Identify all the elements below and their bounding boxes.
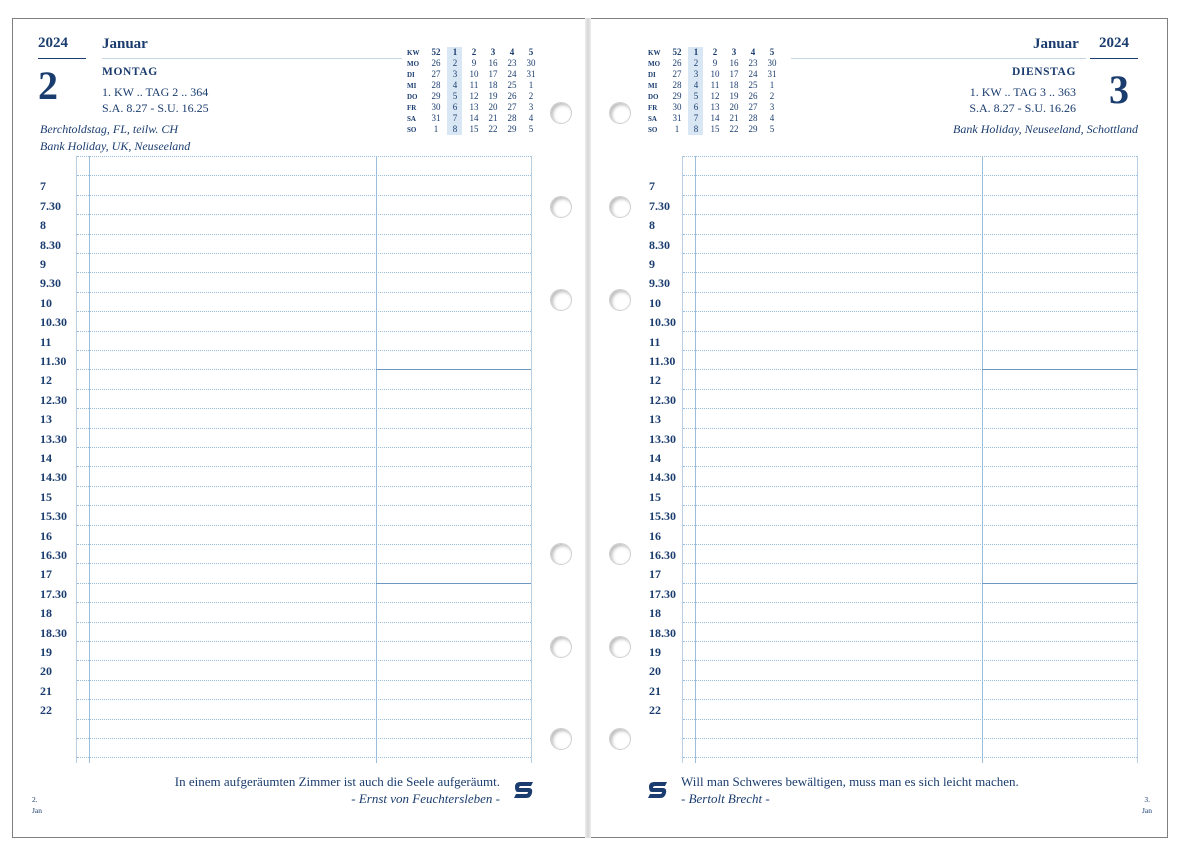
week-number: 1 bbox=[693, 47, 699, 57]
calendar-date[interactable]: 28 bbox=[507, 113, 517, 123]
calendar-date[interactable]: 3 bbox=[528, 102, 534, 112]
calendar-date[interactable]: 2 bbox=[528, 91, 534, 101]
week-number: 4 bbox=[509, 47, 515, 57]
grid-line bbox=[77, 447, 531, 448]
calendar-date[interactable]: 30 bbox=[526, 58, 536, 68]
calendar-date[interactable]: 2 bbox=[769, 91, 775, 101]
grid-line bbox=[77, 156, 531, 157]
hour-label: 9 bbox=[649, 257, 655, 271]
calendar-date[interactable]: 3 bbox=[693, 69, 699, 79]
brand-logo-icon bbox=[512, 778, 536, 802]
hour-label: 16 bbox=[40, 528, 52, 543]
hour-label: 18 bbox=[649, 606, 661, 621]
calendar-date[interactable]: 17 bbox=[488, 69, 498, 79]
calendar-date[interactable]: 22 bbox=[488, 124, 498, 134]
week-number: 52 bbox=[672, 47, 682, 57]
week-number: 1 bbox=[452, 47, 458, 57]
sun-info: S.A. 8.27 - S.U. 16.26 bbox=[969, 101, 1076, 115]
hour-label: 18.30 bbox=[649, 625, 676, 640]
weekday-abbr: MO bbox=[648, 60, 661, 68]
calendar-date[interactable]: 17 bbox=[729, 69, 739, 79]
grid-line bbox=[77, 214, 531, 215]
calendar-date[interactable]: 31 bbox=[767, 69, 777, 79]
footer-day: 2. bbox=[32, 795, 38, 804]
calendar-date[interactable]: 9 bbox=[471, 58, 477, 68]
calendar-date[interactable]: 27 bbox=[507, 102, 517, 112]
calendar-date[interactable]: 16 bbox=[729, 58, 739, 68]
hour-label: 7.30 bbox=[40, 198, 61, 213]
week-number: 3 bbox=[731, 47, 737, 57]
calendar-date[interactable]: 11 bbox=[710, 80, 720, 90]
calendar-date[interactable]: 27 bbox=[672, 69, 682, 79]
grid-line bbox=[77, 331, 531, 332]
hour-label: 17 bbox=[40, 567, 52, 582]
grid-line bbox=[683, 660, 1137, 661]
calendar-date[interactable]: 25 bbox=[507, 80, 517, 90]
calendar-date[interactable]: 7 bbox=[693, 113, 699, 123]
calendar-date[interactable]: 3 bbox=[769, 102, 775, 112]
grid-line bbox=[683, 505, 1137, 506]
grid-line bbox=[77, 544, 531, 545]
holiday-line: Berchtoldstag, FL, teilw. CH bbox=[40, 122, 178, 136]
calendar-date[interactable]: 28 bbox=[748, 113, 758, 123]
weekday-abbr: DO bbox=[648, 93, 659, 101]
weekday-label: MONTAG bbox=[102, 66, 158, 78]
calendar-date[interactable]: 30 bbox=[431, 102, 441, 112]
calendar-date[interactable]: 22 bbox=[729, 124, 739, 134]
calendar-date[interactable]: 29 bbox=[672, 91, 682, 101]
hour-label: 13.30 bbox=[40, 431, 67, 446]
calendar-date[interactable]: 26 bbox=[672, 58, 682, 68]
hour-label: 14.30 bbox=[40, 470, 67, 485]
grid-line bbox=[77, 525, 531, 526]
hour-label: 13 bbox=[649, 412, 661, 427]
calendar-date[interactable]: 26 bbox=[748, 91, 758, 101]
hour-label: 11.30 bbox=[40, 354, 67, 368]
weekday-abbr: MI bbox=[407, 82, 417, 90]
week-number: 5 bbox=[769, 47, 775, 57]
hour-label: 13.30 bbox=[649, 431, 676, 446]
quote-author: - Bertolt Brecht - bbox=[681, 791, 770, 806]
grid-line bbox=[683, 466, 1137, 467]
calendar-date[interactable]: 20 bbox=[729, 102, 739, 112]
grid-line bbox=[77, 680, 531, 681]
hour-label: 9 bbox=[40, 257, 46, 271]
grid-line bbox=[683, 175, 1137, 176]
footer-month: Jan bbox=[1142, 806, 1152, 815]
calendar-date[interactable]: 23 bbox=[507, 58, 517, 68]
daily-quote: In einem aufgeräumten Zimmer ist auch die Seele aufgeräumt. bbox=[174, 774, 500, 789]
grid-line bbox=[683, 234, 1137, 235]
calendar-date[interactable]: 11 bbox=[469, 80, 479, 90]
calendar-date[interactable]: 26 bbox=[431, 58, 441, 68]
weekday-abbr: FR bbox=[648, 104, 658, 112]
grid-line bbox=[77, 602, 531, 603]
weekday-abbr: SA bbox=[648, 115, 657, 123]
hour-label: 15.30 bbox=[40, 509, 67, 524]
grid-line bbox=[77, 757, 531, 758]
grid-line bbox=[77, 272, 531, 273]
calendar-date[interactable]: 15 bbox=[469, 124, 479, 134]
hour-label: 17.30 bbox=[649, 586, 676, 601]
week-number: 3 bbox=[490, 47, 496, 57]
calendar-date[interactable]: 5 bbox=[452, 91, 458, 101]
hour-label: 14 bbox=[40, 451, 52, 465]
grid-line bbox=[77, 428, 531, 429]
notes-divider bbox=[376, 156, 377, 763]
weekday-label: DIENSTAG bbox=[1011, 66, 1076, 78]
hour-label: 12.30 bbox=[649, 392, 676, 407]
calendar-date[interactable]: 7 bbox=[452, 113, 458, 123]
grid-line bbox=[683, 311, 1137, 312]
weekday-abbr: SO bbox=[648, 126, 658, 134]
hour-label: 15 bbox=[40, 489, 52, 504]
calendar-date[interactable]: 4 bbox=[528, 113, 534, 123]
day-number: 2 bbox=[38, 63, 58, 108]
grid-line bbox=[683, 525, 1137, 526]
grid-line bbox=[77, 563, 531, 564]
hour-label: 8 bbox=[40, 218, 46, 233]
week-number: 2 bbox=[712, 47, 718, 57]
calendar-date[interactable]: 27 bbox=[431, 69, 441, 79]
calendar-date[interactable]: 30 bbox=[672, 102, 682, 112]
hour-label: 22 bbox=[649, 703, 661, 718]
grid-line bbox=[77, 195, 531, 196]
calendar-date[interactable]: 8 bbox=[693, 124, 699, 134]
grid-line bbox=[683, 719, 1137, 720]
hour-label: 7.30 bbox=[649, 198, 670, 213]
calendar-date[interactable]: 31 bbox=[431, 113, 441, 123]
hour-label: 7 bbox=[649, 179, 655, 194]
week-info: 1. KW .. TAG 3 .. 363 bbox=[969, 85, 1076, 99]
grid-line bbox=[683, 680, 1137, 681]
calendar-date[interactable]: 12 bbox=[469, 91, 479, 101]
footer-day: 3. bbox=[1144, 795, 1150, 804]
grid-line bbox=[77, 622, 531, 623]
calendar-date[interactable]: 19 bbox=[488, 91, 498, 101]
calendar-date[interactable]: 14 bbox=[710, 113, 720, 123]
binder-hole bbox=[550, 636, 572, 658]
calendar-date[interactable]: 19 bbox=[729, 91, 739, 101]
calendar-date[interactable]: 1 bbox=[674, 124, 680, 134]
hour-label: 10.30 bbox=[40, 315, 67, 330]
calendar-date[interactable]: 16 bbox=[488, 58, 498, 68]
month-label: Januar bbox=[1033, 36, 1079, 52]
weekday-abbr: FR bbox=[407, 104, 417, 112]
calendar-date[interactable]: 31 bbox=[526, 69, 536, 79]
week-number: 52 bbox=[431, 47, 441, 57]
grid-line bbox=[683, 292, 1137, 293]
hour-label: 18 bbox=[40, 606, 52, 621]
calendar-date[interactable]: 10 bbox=[469, 69, 479, 79]
schedule-grid[interactable] bbox=[682, 156, 1138, 763]
calendar-date[interactable]: 23 bbox=[748, 58, 758, 68]
grid-line bbox=[683, 486, 1137, 487]
hour-label: 8.30 bbox=[649, 237, 670, 252]
header-rule bbox=[1090, 58, 1138, 59]
weekday-abbr: DI bbox=[648, 71, 656, 79]
binder-hole bbox=[550, 196, 572, 218]
weekday-abbr: MO bbox=[407, 60, 420, 68]
hour-label: 21 bbox=[40, 683, 52, 698]
calendar-date[interactable]: 4 bbox=[769, 113, 775, 123]
notes-separator bbox=[376, 369, 531, 370]
calendar-date[interactable]: 29 bbox=[431, 91, 441, 101]
calendar-date[interactable]: 29 bbox=[748, 124, 758, 134]
grid-line bbox=[683, 408, 1137, 409]
grid-line bbox=[683, 253, 1137, 254]
grid-line bbox=[683, 602, 1137, 603]
hour-label: 15 bbox=[649, 489, 661, 504]
calendar-date[interactable]: 13 bbox=[469, 102, 479, 112]
hour-label: 11.30 bbox=[649, 354, 676, 368]
grid-line bbox=[77, 486, 531, 487]
sun-info: S.A. 8.27 - S.U. 16.25 bbox=[102, 101, 209, 115]
holiday-line: Bank Holiday, Neuseeland, Schottland bbox=[953, 122, 1138, 136]
grid-line bbox=[77, 505, 531, 506]
hour-label: 10 bbox=[40, 295, 52, 310]
binder-hole bbox=[550, 728, 572, 750]
week-number: 4 bbox=[750, 47, 756, 57]
calendar-date[interactable]: 5 bbox=[528, 124, 534, 134]
grid-line bbox=[683, 447, 1137, 448]
grid-line bbox=[683, 331, 1137, 332]
year-label: 2024 bbox=[1099, 35, 1129, 51]
hour-label: 12 bbox=[649, 373, 661, 388]
grid-line bbox=[77, 253, 531, 254]
calendar-date[interactable]: 3 bbox=[452, 69, 458, 79]
calendar-date[interactable]: 2 bbox=[693, 58, 699, 68]
hour-label: 10.30 bbox=[649, 315, 676, 330]
weekday-abbr: DI bbox=[407, 71, 415, 79]
grid-line bbox=[683, 428, 1137, 429]
grid-line bbox=[683, 272, 1137, 273]
grid-line bbox=[77, 350, 531, 351]
hour-label: 11 bbox=[40, 334, 52, 349]
grid-line bbox=[77, 641, 531, 642]
hour-label: 19 bbox=[649, 645, 661, 659]
kw-label: KW bbox=[407, 49, 420, 57]
left-page bbox=[12, 18, 585, 838]
weekday-abbr: SO bbox=[407, 126, 417, 134]
grid-line bbox=[77, 466, 531, 467]
hour-label: 10 bbox=[649, 295, 661, 310]
grid-line bbox=[683, 389, 1137, 390]
hour-label: 14 bbox=[649, 451, 661, 465]
hour-label: 21 bbox=[649, 683, 661, 698]
mini-calendar bbox=[407, 47, 537, 137]
calendar-date[interactable]: 20 bbox=[488, 102, 498, 112]
week-number: 5 bbox=[528, 47, 534, 57]
hour-label: 20 bbox=[649, 664, 661, 679]
grid-line bbox=[683, 350, 1137, 351]
hour-label: 7 bbox=[40, 179, 46, 194]
calendar-date[interactable]: 6 bbox=[693, 102, 699, 112]
hour-label: 19 bbox=[40, 645, 52, 659]
hour-label: 14.30 bbox=[649, 470, 676, 485]
calendar-date[interactable]: 13 bbox=[710, 102, 720, 112]
week-number: 2 bbox=[471, 47, 477, 57]
calendar-date[interactable]: 24 bbox=[748, 69, 758, 79]
grid-line bbox=[77, 699, 531, 700]
hour-label: 17.30 bbox=[40, 586, 67, 601]
calendar-date[interactable]: 1 bbox=[769, 80, 775, 90]
year-label: 2024 bbox=[38, 35, 68, 51]
calendar-date[interactable]: 1 bbox=[528, 80, 534, 90]
calendar-date[interactable]: 4 bbox=[693, 80, 699, 90]
calendar-date[interactable]: 4 bbox=[452, 80, 458, 90]
hour-label: 16.30 bbox=[649, 548, 676, 562]
grid-line bbox=[683, 757, 1137, 758]
hour-label: 12 bbox=[40, 373, 52, 388]
calendar-date[interactable]: 31 bbox=[672, 113, 682, 123]
hour-label: 17 bbox=[649, 567, 661, 582]
mini-calendar bbox=[648, 47, 778, 137]
weekday-abbr: MI bbox=[648, 82, 658, 90]
calendar-date[interactable]: 10 bbox=[710, 69, 720, 79]
weekday-abbr: DO bbox=[407, 93, 418, 101]
binder-hole bbox=[550, 289, 572, 311]
hour-label: 9.30 bbox=[649, 276, 670, 291]
calendar-date[interactable]: 30 bbox=[767, 58, 777, 68]
grid-line bbox=[683, 699, 1137, 700]
calendar-date[interactable]: 5 bbox=[769, 124, 775, 134]
hour-label: 18.30 bbox=[40, 625, 67, 640]
calendar-date[interactable]: 24 bbox=[507, 69, 517, 79]
holiday-line: Bank Holiday, UK, Neuseeland bbox=[40, 139, 191, 153]
hour-label: 20 bbox=[40, 664, 52, 679]
hour-label: 13 bbox=[40, 412, 52, 427]
header-rule-light bbox=[102, 58, 402, 59]
grid-line bbox=[77, 738, 531, 739]
hour-label: 12.30 bbox=[40, 392, 67, 407]
calendar-date[interactable]: 6 bbox=[452, 102, 458, 112]
calendar-date[interactable]: 12 bbox=[710, 91, 720, 101]
calendar-date[interactable]: 8 bbox=[452, 124, 458, 134]
right-page bbox=[591, 18, 1168, 838]
calendar-date[interactable]: 9 bbox=[712, 58, 718, 68]
calendar-date[interactable]: 27 bbox=[748, 102, 758, 112]
grid-line bbox=[683, 641, 1137, 642]
calendar-date[interactable]: 5 bbox=[693, 91, 699, 101]
header-rule-light bbox=[791, 58, 1086, 59]
calendar-date[interactable]: 21 bbox=[488, 113, 498, 123]
daily-quote: Will man Schweres bewältigen, muss man es sich leicht machen. bbox=[681, 774, 1019, 789]
notes-divider bbox=[982, 156, 983, 763]
calendar-date[interactable]: 14 bbox=[469, 113, 479, 123]
notes-separator bbox=[376, 583, 531, 584]
week-info: 1. KW .. TAG 2 .. 364 bbox=[102, 85, 209, 99]
calendar-date[interactable]: 2 bbox=[452, 58, 458, 68]
weekday-abbr: SA bbox=[407, 115, 416, 123]
day-number: 3 bbox=[1109, 67, 1129, 112]
hour-label: 8 bbox=[649, 218, 655, 233]
calendar-date[interactable]: 15 bbox=[710, 124, 720, 134]
margin-line bbox=[695, 156, 696, 763]
grid-line bbox=[77, 292, 531, 293]
calendar-date[interactable]: 26 bbox=[507, 91, 517, 101]
hour-label: 22 bbox=[40, 703, 52, 718]
calendar-date[interactable]: 28 bbox=[672, 80, 682, 90]
grid-line bbox=[77, 660, 531, 661]
kw-label: KW bbox=[648, 49, 661, 57]
hour-label: 8.30 bbox=[40, 237, 61, 252]
calendar-date[interactable]: 21 bbox=[729, 113, 739, 123]
hour-label: 11 bbox=[649, 334, 661, 349]
grid-line bbox=[77, 408, 531, 409]
binder-hole bbox=[550, 102, 572, 124]
header-rule bbox=[38, 58, 86, 59]
margin-line bbox=[89, 156, 90, 763]
grid-line bbox=[77, 175, 531, 176]
hour-label: 16.30 bbox=[40, 548, 67, 562]
month-label: Januar bbox=[102, 36, 148, 52]
calendar-date[interactable]: 18 bbox=[488, 80, 498, 90]
notes-separator bbox=[982, 583, 1137, 584]
notes-separator bbox=[982, 369, 1137, 370]
hour-label: 16 bbox=[649, 528, 661, 543]
schedule-grid[interactable] bbox=[76, 156, 532, 763]
calendar-date[interactable]: 29 bbox=[507, 124, 517, 134]
grid-line bbox=[683, 195, 1137, 196]
calendar-date[interactable]: 25 bbox=[748, 80, 758, 90]
grid-line bbox=[77, 389, 531, 390]
grid-line bbox=[683, 156, 1137, 157]
calendar-date[interactable]: 18 bbox=[729, 80, 739, 90]
grid-line bbox=[683, 563, 1137, 564]
grid-line bbox=[77, 311, 531, 312]
calendar-date[interactable]: 1 bbox=[433, 124, 439, 134]
hour-label: 15.30 bbox=[649, 509, 676, 524]
brand-logo-icon bbox=[646, 778, 670, 802]
grid-line bbox=[683, 738, 1137, 739]
grid-line bbox=[683, 544, 1137, 545]
grid-line bbox=[77, 719, 531, 720]
binder-hole bbox=[550, 543, 572, 565]
footer-month: Jan bbox=[32, 806, 42, 815]
grid-line bbox=[683, 214, 1137, 215]
grid-line bbox=[77, 234, 531, 235]
grid-line bbox=[683, 622, 1137, 623]
quote-author: - Ernst von Feuchtersleben - bbox=[351, 791, 500, 806]
calendar-date[interactable]: 28 bbox=[431, 80, 441, 90]
hour-label: 9.30 bbox=[40, 276, 61, 291]
